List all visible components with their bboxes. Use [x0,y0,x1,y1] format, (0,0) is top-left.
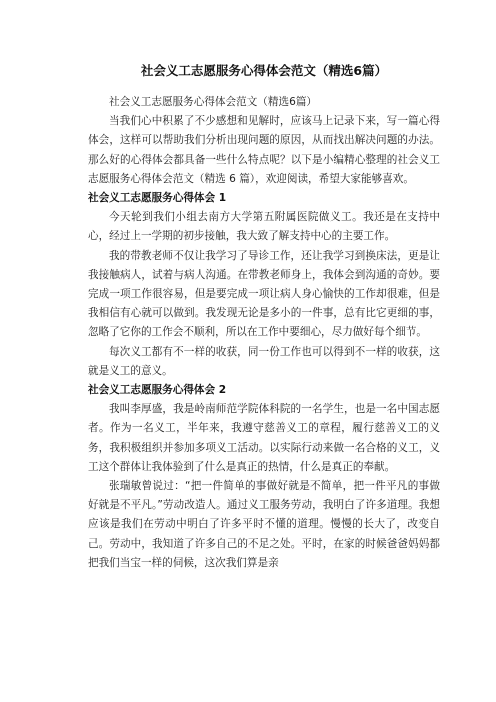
intro-paragraph: 当我们心中积累了不少感想和见解时，应该马上记录下来，写一篇心得体会，这样可以帮助我们分析出现问题的原因，从而找出解决问题的办法。那么好的心得体会都具备一些什么特点呢？以下是小编精心整理的社会义工志愿服务心得体会范文（精选 6 篇），欢迎阅读，希望大家能够喜欢。 [88,115,440,185]
section-paragraph: 我叫李厚盛，我是岭南师范学院体科院的一名学生，也是一名中国志愿者。作为一名义工，半年来，我遵守慈善义工的章程，履行慈善义工的义务，我积极组织并参加多项义工活动。以实际行动来做一名合格的义工，义工这个群体让我体验到了什么是真正的热情，什么是真正的奉献。 [88,403,440,473]
section-heading: 社会义工志愿服务心得体会 1 [88,192,227,205]
essay-section-1 [88,189,440,381]
essay-section-2 [88,381,440,573]
document-title: 社会义工志愿服务心得体会范文（精选6篇） [140,63,388,78]
section-paragraph: 我的带教老师不仅让我学习了导诊工作，还让我学习到换床法，更是让我接触病人，试着与病人沟通。在带教老师身上，我体会到沟通的奇妙。要完成一项工作很容易，但是要完成一项让病人身心愉快的工作却很难，但是我相信有心就可以做到。我发现无论是多小的一件事，总有比它更细的事，忽略了它你的工作会不顺利，所以在工作中要细心，尽力做好每个细节。 [88,249,440,339]
section-paragraph: 每次义工都有不一样的收获，同一份工作也可以得到不一样的收获，这就是义工的意义。 [88,345,440,377]
section-paragraph: 张瑞敏曾说过：“把一件简单的事做好就是不简单，把一件平凡的事做好就是不平凡。”劳动改造人。通过义工服务劳动，我明白了许多道理。我想应该是我们在劳动中明白了许多平时不懂的道理。慢慢的长大了，改变自己。劳动中，我知道了许多自己的不足之处。平时，在家的时候爸爸妈妈都把我们当宝一样的伺候，这次我们算是亲 [88,480,440,569]
document-page [88,62,440,573]
section-heading: 社会义工志愿服务心得体会 2 [88,384,227,397]
intro-paragraph: 社会义工志愿服务心得体会范文（精选6篇） [109,96,318,108]
section-paragraph: 今天轮到我们小组去南方大学第五附属医院做义工。我还是在支持中心，经过上一学期的初步接触，我大致了解支持中心的主要工作。 [88,211,440,243]
